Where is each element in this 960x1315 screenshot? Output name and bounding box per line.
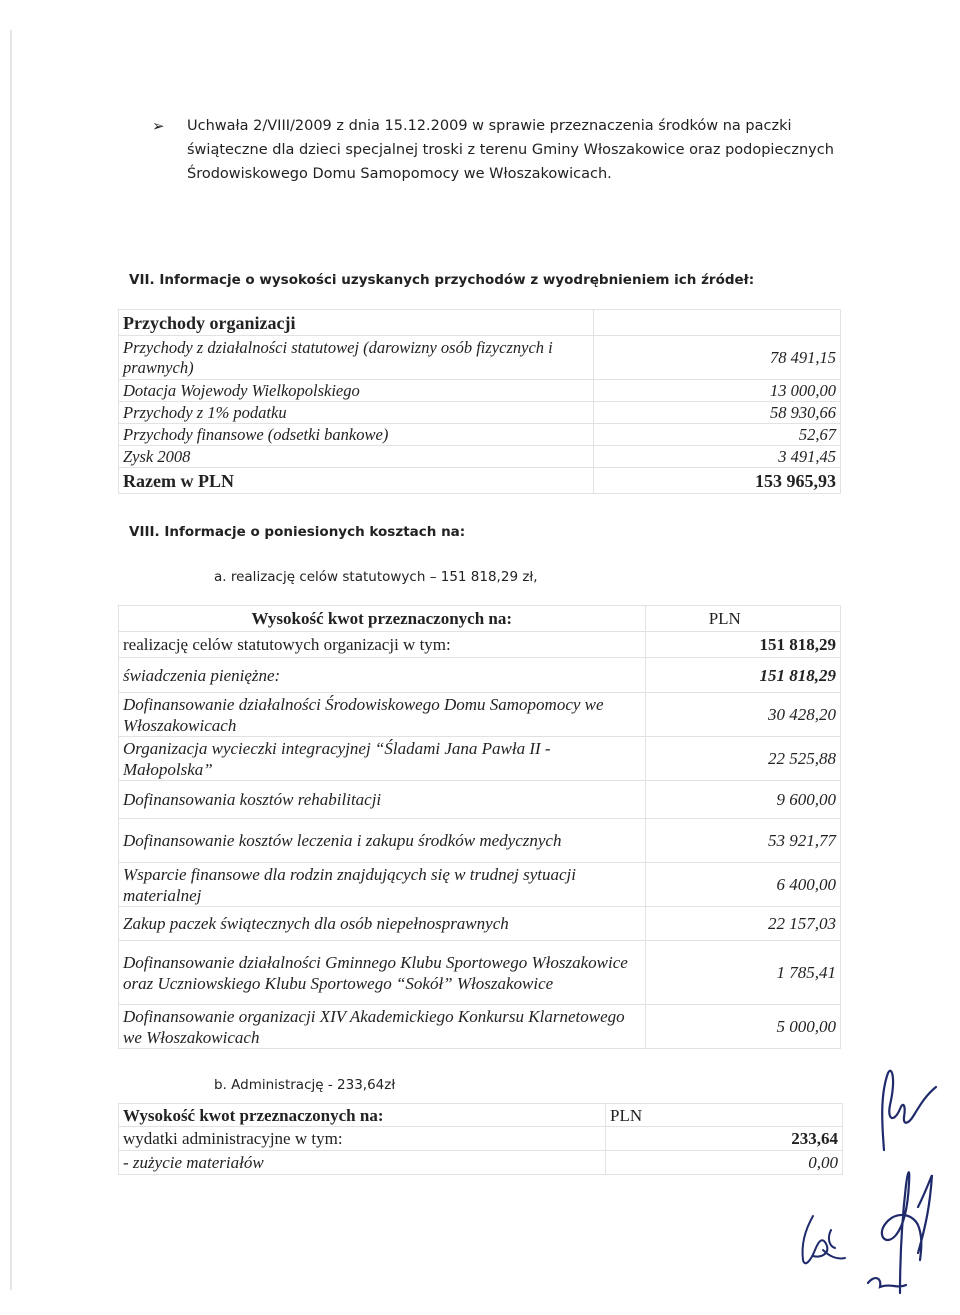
- cost-item-value: 1 785,41: [645, 941, 840, 1005]
- revenue-table: [118, 309, 841, 494]
- admin-main-label: wydatki administracyjne w tym:: [119, 1127, 606, 1151]
- cost-item-label: Wsparcie finansowe dla rodzin znajdujących się w trudnej sytuacji materialnej: [119, 863, 646, 907]
- admin-main-value: 233,64: [606, 1127, 843, 1151]
- admin-header-currency: PLN: [606, 1104, 843, 1127]
- table-row: [119, 380, 841, 402]
- table-row: [119, 941, 841, 1005]
- arrow-bullet-icon: ➢: [152, 117, 165, 135]
- costs-main-row: [119, 632, 841, 658]
- resolution-text: Uchwała 2/VIII/2009 z dnia 15.12.2009 w sprawie przeznaczenia środków na paczki świąteczne dla dzieci specjalnej troski z terenu Gminy Włoszakowice oraz podopiecznych Środowiskowego Domu Samopomocy we Włoszakowicach.: [187, 118, 834, 182]
- costs-cash-value: 151 818,29: [645, 658, 840, 693]
- cost-item-label: Dofinansowanie organizacji XIV Akademickiego Konkursu Klarnetowego we Włoszakowicach: [119, 1005, 646, 1049]
- costs-cash-row: [119, 658, 841, 693]
- revenue-label: Dotacja Wojewody Wielkopolskiego: [119, 380, 594, 402]
- section-viii-heading: VIII. Informacje o poniesionych kosztach na:: [129, 524, 466, 540]
- revenue-total-label: Razem w PLN: [119, 468, 594, 494]
- revenue-label: Przychody z 1% podatku: [119, 402, 594, 424]
- cost-item-value: 22 525,88: [645, 737, 840, 781]
- costs-main-label: realizację celów statutowych organizacji w tym:: [119, 632, 646, 658]
- costs-cash-label: świadczenia pieniężne:: [119, 658, 646, 693]
- revenue-label: Zysk 2008: [119, 446, 594, 468]
- revenue-total-value: 153 965,93: [594, 468, 841, 494]
- table-row: [119, 402, 841, 424]
- revenue-label: Przychody z działalności statutowej (darowizny osób fizycznych i prawnych): [119, 336, 594, 380]
- revenue-value: 52,67: [594, 424, 841, 446]
- costs-main-value: 151 818,29: [645, 632, 840, 658]
- signature-large: [860, 1165, 950, 1295]
- cost-item-value: 22 157,03: [645, 907, 840, 941]
- statutory-costs-table: [118, 605, 841, 1049]
- revenue-value: 78 491,15: [594, 336, 841, 380]
- revenue-total-row: [119, 468, 841, 494]
- revenue-value: 58 930,66: [594, 402, 841, 424]
- cost-item-value: 5 000,00: [645, 1005, 840, 1049]
- table-row: [119, 1005, 841, 1049]
- signature-top-right: [870, 1065, 942, 1155]
- subsection-b-label: b. Administrację - 233,64zł: [214, 1077, 396, 1093]
- cost-item-value: 9 600,00: [645, 781, 840, 819]
- admin-header-row: [119, 1104, 843, 1127]
- signature-initials: [793, 1210, 853, 1275]
- cost-item-label: Dofinansowanie działalności Środowiskowego Domu Samopomocy we Włoszakowicach: [119, 693, 646, 737]
- costs-header-row: [119, 606, 841, 632]
- revenue-table-title-row: [119, 310, 841, 336]
- costs-header-label: Wysokość kwot przeznaczonych na:: [119, 606, 646, 632]
- administration-costs-table: [118, 1103, 843, 1175]
- cost-item-value: 30 428,20: [645, 693, 840, 737]
- table-row: [119, 819, 841, 863]
- revenue-value: 3 491,45: [594, 446, 841, 468]
- cost-item-value: 6 400,00: [645, 863, 840, 907]
- cost-item-label: Zakup paczek świątecznych dla osób niepełnosprawnych: [119, 907, 646, 941]
- revenue-value: 13 000,00: [594, 380, 841, 402]
- admin-main-row: [119, 1127, 843, 1151]
- table-row: [119, 863, 841, 907]
- table-row: [119, 336, 841, 380]
- cost-item-label: Dofinansowanie działalności Gminnego Klubu Sportowego Włoszakowice oraz Uczniowskiego Klubu Sportowego “Sokół” Włoszakowice: [119, 941, 646, 1005]
- section-vii-heading: VII. Informacje o wysokości uzyskanych przychodów z wyodrębnieniem ich źródeł:: [129, 272, 755, 288]
- cost-item-label: Dofinansowania kosztów rehabilitacji: [119, 781, 646, 819]
- revenue-label: Przychody finansowe (odsetki bankowe): [119, 424, 594, 446]
- table-row: [119, 737, 841, 781]
- scan-edge-line: [10, 30, 12, 1290]
- table-row: [119, 446, 841, 468]
- table-row: [119, 907, 841, 941]
- costs-header-currency: PLN: [645, 606, 840, 632]
- admin-sub-value: 0,00: [606, 1151, 843, 1175]
- table-row: [119, 424, 841, 446]
- admin-header-label: Wysokość kwot przeznaczonych na:: [119, 1104, 606, 1127]
- table-row: [119, 781, 841, 819]
- cost-item-label: Dofinansowanie kosztów leczenia i zakupu środków medycznych: [119, 819, 646, 863]
- admin-sub-row: [119, 1151, 843, 1175]
- subsection-a-label: a. realizację celów statutowych – 151 818,29 zł,: [214, 569, 538, 585]
- cost-item-value: 53 921,77: [645, 819, 840, 863]
- empty-cell: [594, 310, 841, 336]
- cost-item-label: Organizacja wycieczki integracyjnej “Śladami Jana Pawła II - Małopolska”: [119, 737, 646, 781]
- revenue-table-title: Przychody organizacji: [119, 310, 594, 336]
- table-row: [119, 693, 841, 737]
- admin-sub-label: - zużycie materiałów: [119, 1151, 606, 1175]
